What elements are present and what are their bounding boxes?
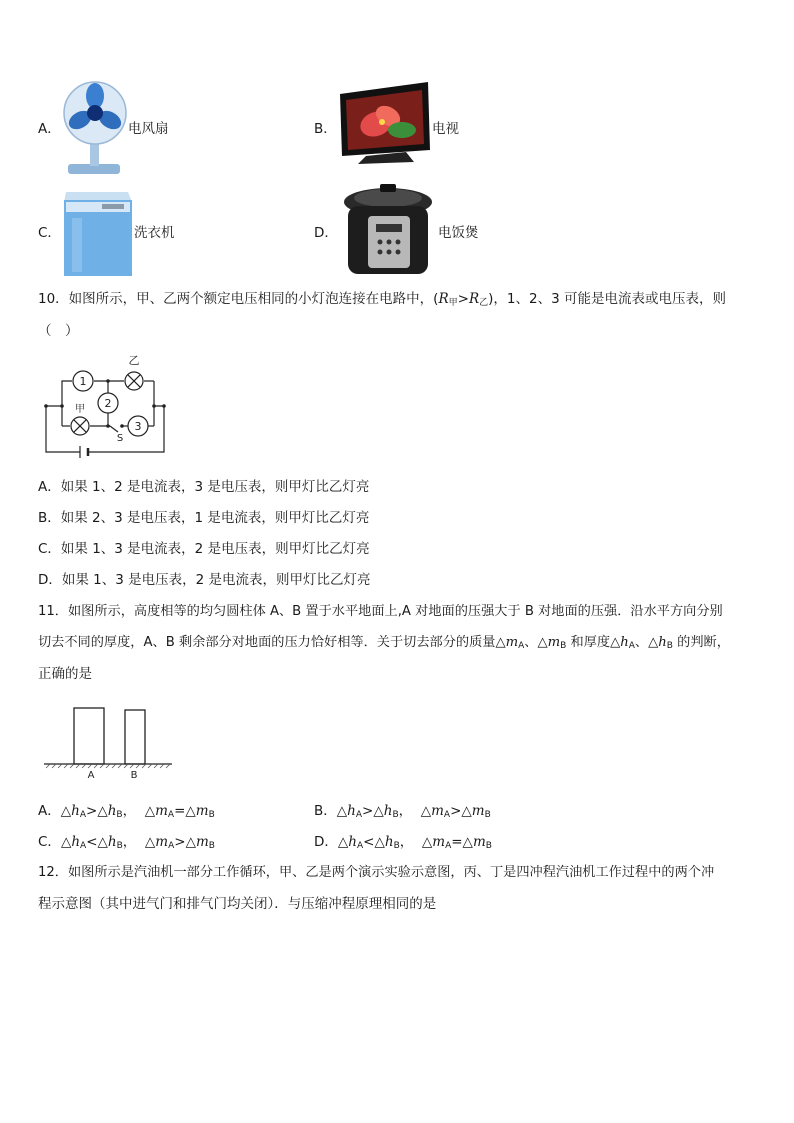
- q10-stem-line1: 10．如图所示，甲、乙两个额定电压相同的小灯泡连接在电路中，$(R_甲>R_乙)$，1、2、3 可能是电流表或电压表，则: [38, 291, 726, 308]
- q10-option-c: C．如果 1、3 是电流表，2 是电压表，则甲灯比乙灯亮: [38, 541, 370, 557]
- meter-3-label: 3: [134, 420, 142, 433]
- lamp-yi-label: 乙: [128, 354, 140, 367]
- q12-stem-line1: 12．如图所示是汽油机一部分工作循环，甲、乙是两个演示实验示意图，丙、丁是四冲程汽油机工作过程中的两个冲: [38, 865, 715, 880]
- rice-cooker-icon: [340, 182, 436, 282]
- q11-stem-line1: 11．如图所示，高度相等的均匀圆柱体 A、B 置于水平地面上,A 对地面的压强大于 B 对地面的压强．沿水平方向分别: [38, 604, 723, 619]
- q11-option-b: B．$\triangle h_A>\triangle h_B$， $\triangle m_A>\triangle m_B$: [314, 803, 491, 820]
- switch-label: S: [116, 433, 124, 444]
- meter-2-label: 2: [104, 397, 112, 410]
- television-icon: [336, 80, 434, 166]
- q10-answer-blank: （ ）: [38, 323, 79, 339]
- cylinder-b-label: B: [130, 770, 138, 781]
- q10-option-b: B．如果 2、3 是电压表，1 是电流表，则甲灯比乙灯亮: [38, 510, 370, 526]
- washing-machine-icon: [62, 184, 134, 278]
- q9-option-a-letter: A．: [38, 121, 61, 137]
- q11-option-a: A．$\triangle h_A>\triangle h_B$， $\triangle m_A=\triangle m_B$: [38, 803, 215, 820]
- q12-stem-line2: 程示意图（其中进气门和排气门均关闭）．与压缩冲程原理相同的是: [38, 896, 437, 912]
- cylinder-b: [125, 710, 145, 764]
- q11-option-d: D．$\triangle h_A<\triangle h_B$， $\triangle m_A=\triangle m_B$: [314, 834, 492, 851]
- lamp-jia-label: 甲: [75, 404, 85, 415]
- q9-option-c-letter: C．: [38, 225, 61, 241]
- q9-option-b-letter: B．: [314, 121, 337, 137]
- q10-option-d: D．如果 1、3 是电压表，2 是电流表，则甲灯比乙灯亮: [38, 572, 371, 588]
- electric-fan-icon: [62, 80, 128, 178]
- q11-stem-line3: 正确的是: [38, 666, 92, 682]
- q9-option-d-label: 电饭煲: [438, 225, 479, 241]
- meter-1-label: 1: [79, 375, 87, 388]
- q10-option-a: A．如果 1、2 是电流表，3 是电压表，则甲灯比乙灯亮: [38, 479, 370, 495]
- q11-cylinders-figure: [44, 704, 174, 782]
- q9-option-b-label: 电视: [432, 121, 459, 137]
- q11-option-c: C．$\triangle h_A<\triangle h_B$， $\triangle m_A>\triangle m_B$: [38, 834, 215, 851]
- cylinder-a-label: A: [87, 770, 95, 781]
- cylinder-a: [74, 708, 104, 764]
- q9-option-d-letter: D．: [314, 225, 338, 241]
- q9-option-c-label: 洗衣机: [134, 225, 175, 241]
- q11-stem-line2: 切去不同的厚度，A、B 剩余部分对地面的压力恰好相等．关于切去部分的质量$\triangle m_A$、$\triangle m_B$ 和厚度$\triangle h_A$、$\triangle h_B$ 的判断，: [38, 635, 730, 651]
- q10-circuit-diagram: [40, 348, 176, 466]
- q9-option-a-label: 电风扇: [128, 121, 169, 137]
